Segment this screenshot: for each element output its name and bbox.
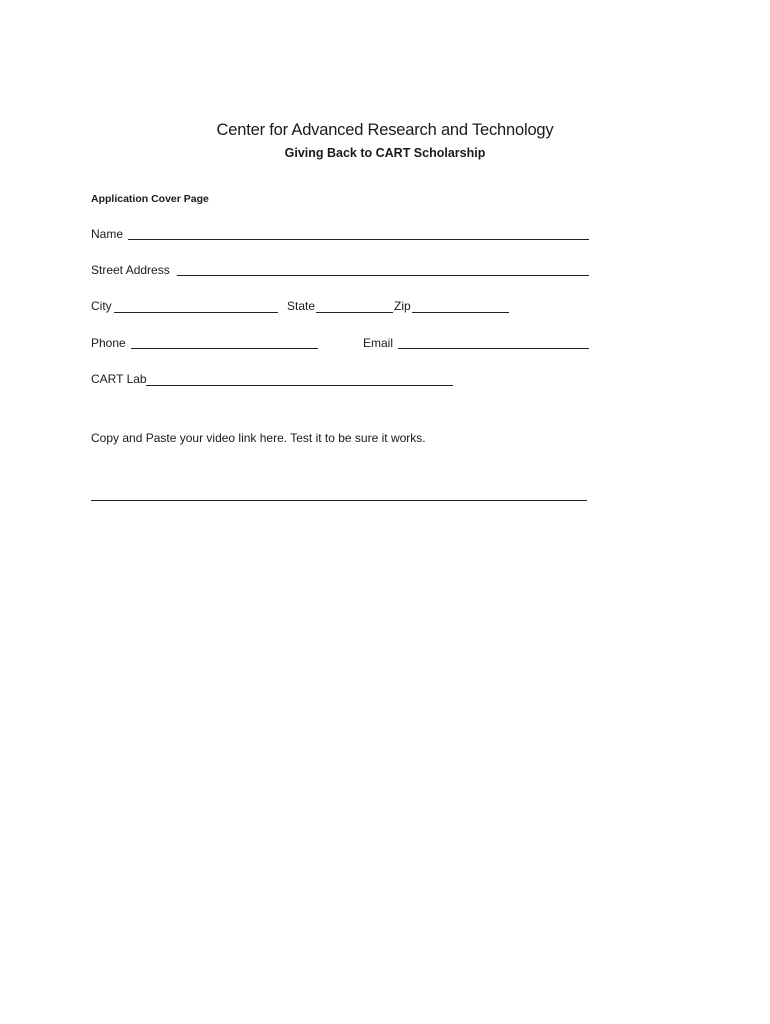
document-subtitle: Giving Back to CART Scholarship — [284, 146, 486, 160]
city-field[interactable] — [114, 312, 278, 313]
document-title: Center for Advanced Research and Technology — [216, 121, 554, 139]
video-link-field[interactable] — [91, 500, 587, 501]
street-address-label: Street Address — [91, 263, 170, 277]
name-field[interactable] — [128, 239, 589, 240]
phone-field[interactable] — [131, 348, 318, 349]
zip-label: Zip — [394, 299, 411, 313]
street-address-field[interactable] — [177, 275, 589, 276]
state-field[interactable] — [316, 312, 393, 313]
zip-field[interactable] — [412, 312, 509, 313]
video-link-instruction: Copy and Paste your video link here. Test it to be sure it works. — [91, 431, 426, 445]
cart-lab-label: CART Lab — [91, 372, 147, 386]
email-label: Email — [363, 336, 394, 350]
email-field[interactable] — [398, 348, 589, 349]
city-label: City — [91, 299, 112, 313]
section-heading: Application Cover Page — [91, 193, 209, 205]
state-label: State — [287, 299, 316, 313]
phone-label: Phone — [91, 336, 126, 350]
cart-lab-field[interactable] — [146, 385, 453, 386]
name-label: Name — [91, 227, 124, 241]
